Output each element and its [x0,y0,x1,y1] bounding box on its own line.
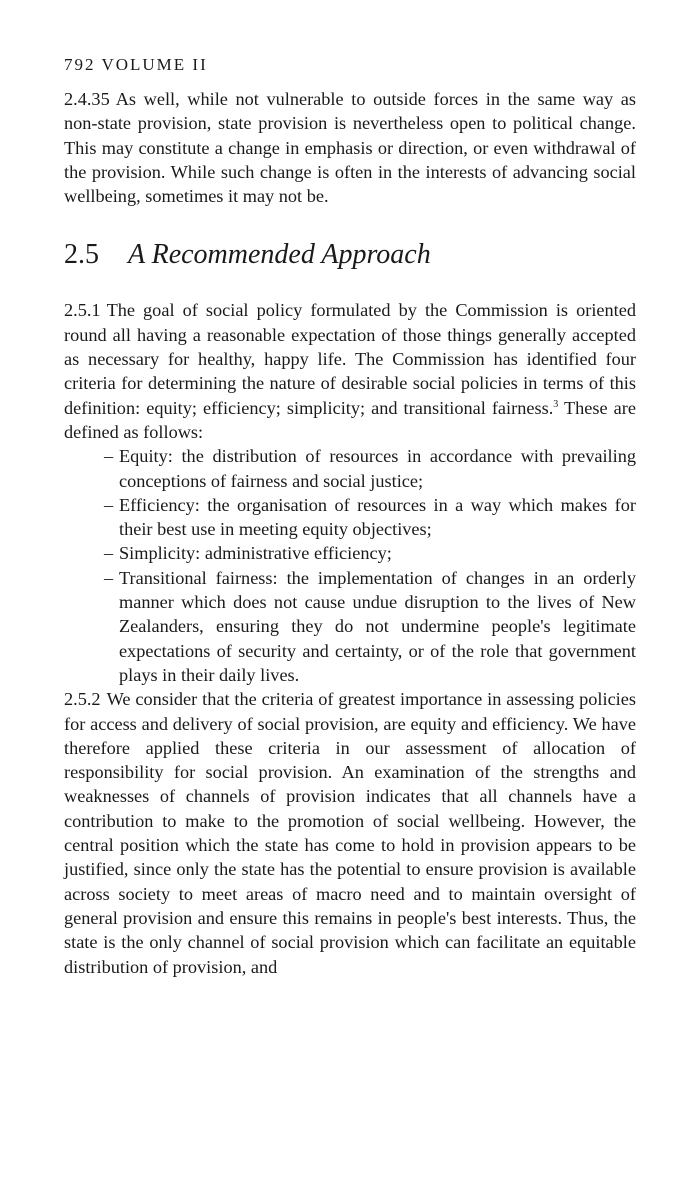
section-number: 2.5 [64,239,99,271]
paragraph-text: As well, while not vulnerable to outside forces in the same way as non-state provision, state provision is nevertheless open to political change. This may constitute a change in emphasis or direction, or even withdrawal of the provision. While such change is often in the interests of advancing social wellbeing, sometimes it may not be. [64,89,636,207]
section-title: A Recommended Approach [128,239,431,271]
list-item [104,493,636,542]
list-item [104,541,636,565]
paragraph-number: 2.5.2 [64,689,101,710]
page-number: 792 [64,55,96,74]
running-header [64,55,636,75]
list-dash: – [104,446,114,467]
document-page [64,55,636,979]
footnote-marker: 3 [553,398,559,410]
list-item-text: Transitional fairness: the implementation of changes in an orderly manner which does not cause undue disruption to the lives of New Zealanders, ensuring they do not undermine people's legitimate expectations of security and certainty, or of the role that government plays in their daily lives. [119,567,636,685]
list-dash: – [104,494,114,515]
list-item-text: Equity: the distribution of resources in accordance with prevailing conceptions of fairness and social justice; [119,446,636,491]
volume-label: VOLUME II [101,55,208,74]
list-item-text: Efficiency: the organisation of resources in a way which makes for their best use in meeting equity objectives; [119,494,636,540]
paragraph-2-5-1 [64,298,636,444]
section-heading [64,238,636,272]
paragraph-text: We consider that the criteria of greatest importance in assessing policies for access and delivery of social provision, are equity and efficiency. We have therefore applied these criteria in our assessment of allocation of responsibility for social provision. An examination of the strengths and weaknesses of channels of provision indicates that all channels have a contribution to make to the promotion of social wellbeing. However, the central position which the state has come to hold in provision appears to be justified, since only the state has the potential to ensure provision is available across society to meet areas of macro need and to maintain oversight of general provision and ensure this remains in people's best interests. Thus, the state is the only channel of social provision which can facilitate an equitable distribution of provision, and [64,689,636,977]
list-dash: – [104,567,114,588]
list-item [104,566,636,687]
paragraph-text-continued: These are defined as follows: [64,397,636,442]
list-dash: – [104,543,114,564]
paragraph-2-4-35 [64,87,636,208]
paragraph-text: The goal of social policy formulated by the Commission is oriented round all having a reasonable expectation of those things generally accepted as necessary for healthy, happy life. The Commission has identified four criteria for determining the nature of desirable social policies in terms of this definition: equity; efficiency; simplicity; and transitional fairness. [64,300,636,418]
paragraph-number: 2.5.1 [64,300,101,321]
list-item-text: Simplicity: administrative efficiency; [119,543,392,564]
paragraph-2-5-2 [64,687,636,979]
list-item [104,444,636,493]
paragraph-number: 2.4.35 [64,89,110,109]
criteria-list [64,444,636,687]
